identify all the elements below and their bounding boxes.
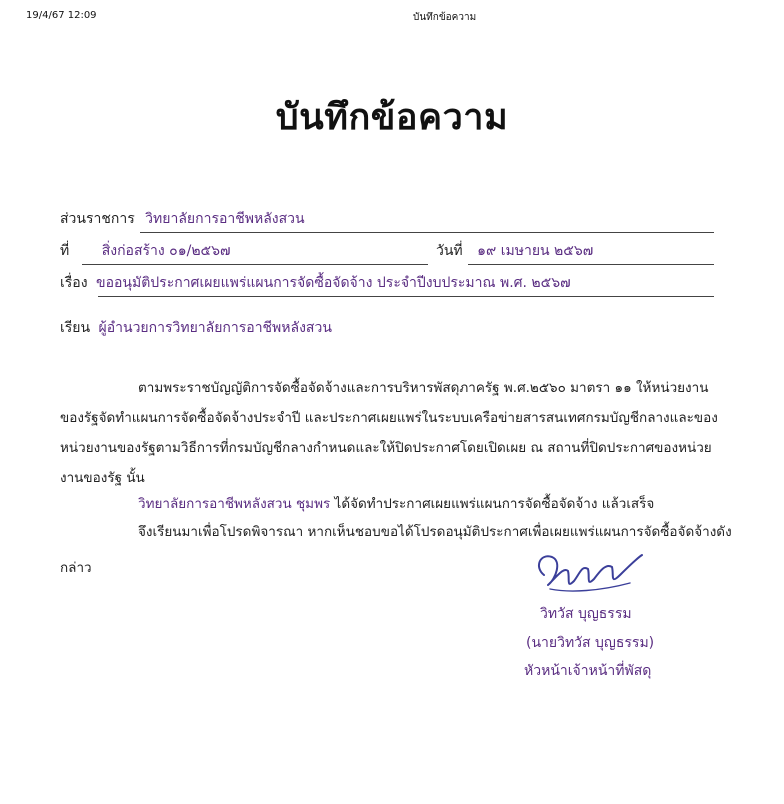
department-value: วิทยาลัยการอาชีพหลังสวน [145, 211, 305, 227]
document-title: บันทึกข้อความ [275, 97, 509, 138]
ref-row [60, 240, 231, 262]
subject-underline [98, 296, 714, 297]
addressee-row [60, 317, 332, 339]
print-header [0, 10, 784, 24]
department-row [60, 208, 305, 230]
date-label: วันที่ [436, 243, 463, 259]
subject-row [60, 272, 571, 294]
signer-name: วิทวัส บุญธรรม [540, 606, 632, 622]
subject-value: ขออนุมัติประกาศเผยแพร่แผนการจัดซื้อจัดจ้าง ประจำปีงบประมาณ พ.ศ. ๒๕๖๗ [96, 275, 571, 291]
handwritten-signature [530, 545, 650, 609]
college-name-highlight: วิทยาลัยการอาชีพหลังสวน ชุมพร [138, 496, 331, 512]
department-underline [140, 232, 714, 233]
date-row [436, 240, 593, 262]
body-line-4: งานของรัฐ นั้น [60, 470, 145, 486]
print-header-title: บันทึกข้อความ [413, 12, 477, 23]
body-paragraph-2 [138, 492, 654, 514]
print-datetime: 19/4/67 12:09 [26, 10, 97, 21]
body-line-1: ตามพระราชบัญญัติการจัดซื้อจัดจ้างและการบริหารพัสดุภาครัฐ พ.ศ.๒๕๖๐ มาตรา ๑๑ ให้หน่วยงาน [138, 380, 709, 396]
date-underline [468, 264, 714, 265]
body-paragraph-2-rest: ได้จัดทำประกาศเผยแพร่แผนการจัดซื้อจัดจ้าง แล้วเสร็จ [330, 496, 655, 512]
department-label: ส่วนราชการ [60, 211, 135, 227]
ref-underline [82, 264, 428, 265]
subject-label: เรื่อง [60, 275, 88, 291]
addressee-value: ผู้อำนวยการวิทยาลัยการอาชีพหลังสวน [98, 320, 332, 336]
signer-position: หัวหน้าเจ้าหน้าที่พัสดุ [524, 663, 652, 679]
date-value: ๑๙ เมษายน ๒๕๖๗ [477, 243, 594, 259]
body-line-3: หน่วยงานของรัฐตามวิธีการที่กรมบัญชีกลางกำหนดและให้ปิดประกาศโดยเปิดเผย ณ สถานที่ปิดประกาศของหน่วย [60, 440, 712, 456]
addressee-label: เรียน [60, 320, 91, 336]
body-paragraph-3-line-1: จึงเรียนมาเพื่อโปรดพิจารณา หากเห็นชอบขอได้โปรดอนุมัติประกาศเพื่อเผยแพร่แผนการจัดซื้อจัดจ้างดัง [138, 524, 732, 540]
signer-full-name: (นายวิทวัส บุญธรรม) [526, 635, 655, 651]
body-paragraph-3-line-2: กล่าว [60, 560, 92, 576]
ref-value: สิ่งก่อสร้าง ๐๑/๒๕๖๗ [101, 243, 231, 259]
ref-label: ที่ [60, 243, 70, 259]
body-line-2: ของรัฐจัดทำแผนการจัดซื้อจัดจ้างประจำปี และประกาศเผยแพร่ในระบบเครือข่ายสารสนเทศกรมบัญชีกลางและของ [60, 410, 718, 426]
